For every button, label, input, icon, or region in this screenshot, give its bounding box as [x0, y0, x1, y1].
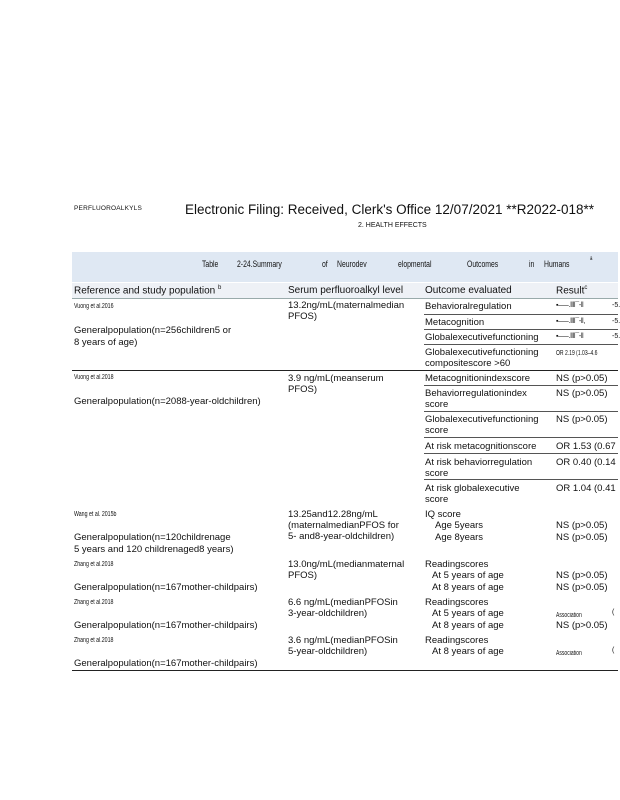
cell-divider	[424, 344, 618, 345]
result: NS (p>0.05)	[556, 582, 608, 593]
serum-level: 3.9 ng/mL(meanserum	[288, 373, 384, 384]
outcome: At risk globalexecutive	[425, 483, 520, 494]
result: OR 1.53 (0.67	[556, 441, 616, 452]
cell-divider	[424, 385, 618, 386]
result: OR 0.40 (0.14	[556, 457, 616, 468]
result: Association	[556, 612, 582, 619]
outcome: score	[425, 425, 449, 436]
column-header-reference: Reference and study population $^b$	[74, 285, 222, 297]
outcome: At risk behaviorregulation	[425, 457, 533, 468]
outcome: Metacognition	[425, 317, 485, 328]
table-title-word: Neurodev	[337, 259, 367, 270]
table-title-word: Outcomes	[467, 259, 499, 270]
column-header-result: Result$^c$	[556, 285, 588, 297]
study-population: Generalpopulation(n=167mother-childpairs)	[74, 582, 258, 593]
outcome: Readingscores	[425, 635, 489, 646]
result: NS (p>0.05)	[556, 570, 608, 581]
result: OR 1.04 (0.41	[556, 483, 616, 494]
section-title: 2. HEALTH EFFECTS	[358, 222, 427, 229]
outcome: At 5 years of age	[432, 608, 504, 619]
result: NS (p>0.05)	[556, 414, 608, 425]
running-head: PERFLUOROALKYLS	[74, 205, 143, 212]
serum-level: PFOS)	[288, 570, 318, 581]
serum-level: (maternalmedianPFOS for	[288, 520, 399, 531]
outcome: Globalexecutivefunctioning	[425, 347, 539, 358]
truncated-value: (	[612, 609, 615, 616]
outcome: Age 5years	[435, 520, 484, 531]
result: ▪‒—.‖‖¯-‖	[556, 302, 584, 309]
result: NS (p>0.05)	[556, 532, 608, 543]
truncated-value: (	[612, 647, 615, 654]
outcome: Metacognitionindexscore	[425, 373, 531, 384]
table-title-word: Humans	[544, 259, 570, 270]
result: NS (p>0.05)	[556, 520, 608, 531]
result: NS (p>0.05)	[556, 620, 608, 631]
truncated-value: -5.	[612, 318, 620, 325]
serum-level: 3.6 ng/mL(medianPFOSin	[288, 635, 398, 646]
cell-divider	[424, 437, 618, 438]
table-title-footnote: a	[590, 256, 593, 262]
study-population: 8 years of age)	[74, 337, 138, 348]
serum-level: 5- and8-year-oldchildren)	[288, 531, 395, 542]
cell-divider	[424, 479, 618, 480]
table-title-word: elopmental	[398, 259, 432, 270]
study-population: Generalpopulation(n=2088-year-oldchildren)	[74, 396, 261, 407]
truncated-value: -5.	[612, 302, 620, 309]
result: NS (p>0.05)	[556, 388, 608, 399]
outcome: Behavioralregulation	[425, 301, 512, 312]
result: Association	[556, 650, 582, 657]
outcome: At 8 years of age	[432, 582, 504, 593]
result: ▪‒—.‖‖¯-‖	[556, 333, 584, 340]
study-reference: Wang et al. 2015b	[74, 511, 117, 518]
study-population: 5 years and 120 childrenaged8 years)	[74, 544, 234, 555]
study-reference: Vuong et al.2018	[74, 374, 114, 381]
outcome: At 8 years of age	[432, 646, 504, 657]
serum-level: 13.2ng/mL(maternalmedian	[288, 300, 405, 311]
outcome: Readingscores	[425, 559, 489, 570]
row-divider	[72, 370, 618, 371]
serum-level: PFOS)	[288, 311, 318, 322]
column-header-serum: Serum perfluoroalkyl level	[288, 285, 404, 296]
outcome: score	[425, 494, 449, 505]
outcome: Behaviorregulationindex	[425, 388, 527, 399]
study-population: Generalpopulation(n=167mother-childpairs)	[74, 658, 258, 669]
cell-divider	[424, 314, 618, 315]
study-population: Generalpopulation(n=256children5 or	[74, 325, 232, 336]
cell-divider	[424, 411, 618, 412]
table-title-word: 2-24.Summary	[237, 259, 282, 270]
study-reference: Zhang et al.2018	[74, 599, 114, 606]
study-population: Generalpopulation(n=120childrenage	[74, 532, 231, 543]
table-title-word: in	[529, 259, 535, 270]
study-reference: Zhang et al.2018	[74, 561, 114, 568]
study-population: Generalpopulation(n=167mother-childpairs)	[74, 620, 258, 631]
outcome: At 8 years of age	[432, 620, 504, 631]
table-bottom-rule	[72, 670, 618, 671]
cell-divider	[424, 453, 618, 454]
outcome: score	[425, 468, 449, 479]
outcome: score	[425, 399, 449, 410]
outcome: Globalexecutivefunctioning	[425, 414, 539, 425]
outcome: Age 8years	[435, 532, 484, 543]
outcome: IQ score	[425, 509, 461, 520]
study-reference: Zhang et al.2018	[74, 637, 114, 644]
serum-level: 6.6 ng/mL(medianPFOSin	[288, 597, 398, 608]
column-header-outcome: Outcome evaluated	[425, 285, 512, 296]
truncated-value: -5.	[612, 333, 620, 340]
serum-level: 5-year-oldchildren)	[288, 646, 368, 657]
cell-divider	[424, 329, 618, 330]
serum-level: PFOS)	[288, 384, 318, 395]
table-title	[72, 252, 618, 282]
result: OR 2.19 (1.03–4.6	[556, 350, 598, 357]
table-title-word: Table	[202, 259, 219, 270]
outcome: compositescore >60	[425, 358, 511, 369]
serum-level: 3-year-oldchildren)	[288, 608, 368, 619]
study-reference: Vuong et al.2016	[74, 303, 114, 310]
result: NS (p>0.05)	[556, 373, 608, 384]
serum-level: 13.0ng/mL(medianmaternal	[288, 559, 405, 570]
serum-level: 13.25and12.28ng/mL	[288, 509, 378, 520]
outcome: At 5 years of age	[432, 570, 504, 581]
outcome: Readingscores	[425, 597, 489, 608]
outcome: At risk metacognitionscore	[425, 441, 537, 452]
table-title-word: of	[322, 259, 328, 270]
outcome: Globalexecutivefunctioning	[425, 332, 539, 343]
result: ▪‒—.‖‖¯-‖,	[556, 318, 586, 325]
filing-stamp: Electronic Filing: Received, Clerk's Office 12/07/2021 **R2022-018**	[185, 202, 595, 217]
